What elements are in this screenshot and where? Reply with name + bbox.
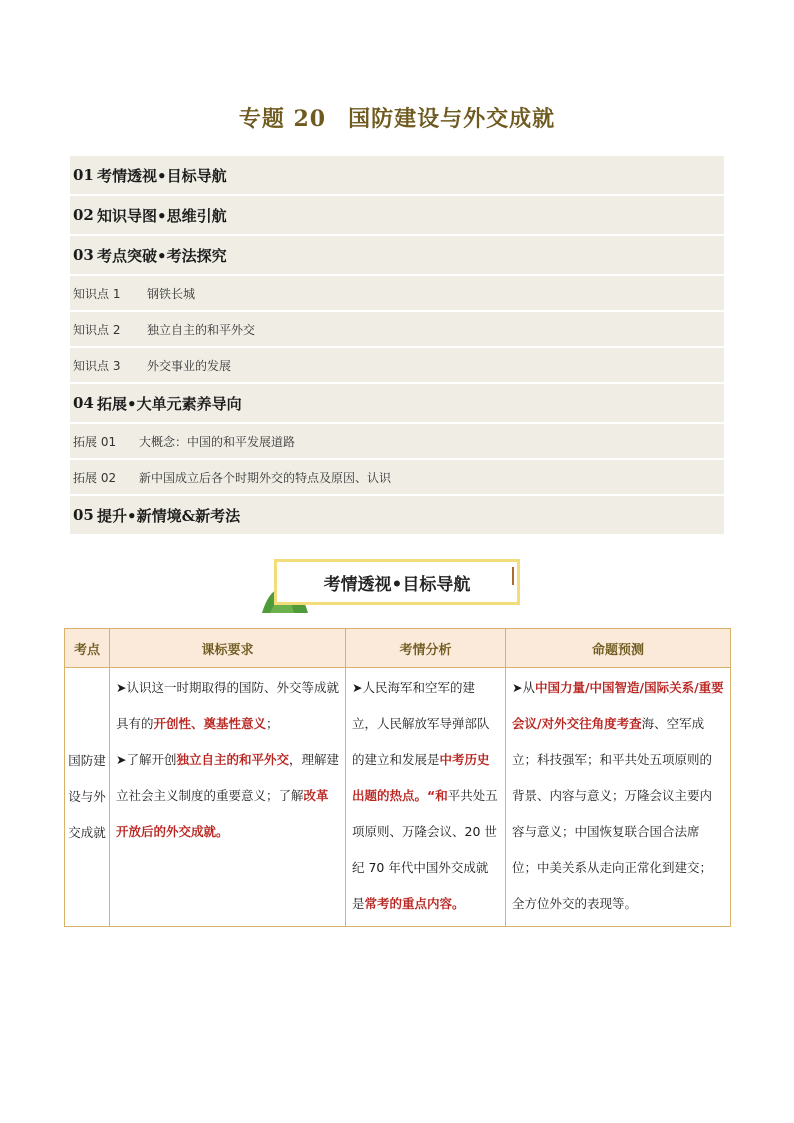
toc-item-label: 拓展•大单元素养导向 [97, 394, 242, 413]
highlight-text: “和 [427, 788, 448, 803]
highlight-text: 中考历史出题的热点。 [352, 752, 490, 803]
header-kaodian: 考点 [65, 629, 110, 668]
toc-item [70, 424, 724, 460]
toc-item-code: 知识点 3 [73, 358, 121, 373]
toc-item-label: 外交事业的发展 [147, 358, 232, 373]
badge-accent-bar [512, 567, 514, 585]
body-text: 海、空军成立；科技强军；和平共处五项原则的背景、内容与意义；万隆会议主要内容与意义；中国恢复联合国合法席位；中美关系从走向正常化到建交；全方位外交的表现等。 [512, 716, 713, 911]
highlight-text: 中国力量/中国智造/国际关系/重要会议/对外交往角度考查 [512, 680, 724, 731]
toc-item [70, 312, 724, 348]
toc-item-label: 大概念：中国的和平发展道路 [139, 434, 296, 449]
toc-item [70, 460, 724, 496]
body-text: ，理解建立社会主义制度的重要意义；了解 [116, 752, 340, 803]
highlight-text: 独立自主的和平外交 [176, 752, 289, 767]
cell-fenxi [346, 668, 506, 927]
toc-item [70, 276, 724, 312]
toc-item [70, 348, 724, 384]
badge-label: 考情透视•目标导航 [274, 559, 520, 605]
toc-item-code: 知识点 1 [73, 286, 121, 301]
toc-item [70, 496, 724, 536]
body-text: ➤认识这一时期取得的国防、外交等成就具有的 [116, 680, 339, 731]
toc-item-code: 拓展 02 [73, 470, 117, 485]
body-text: ； [266, 716, 279, 731]
toc-item-label: 提升•新情境&新考法 [97, 506, 241, 525]
header-yaoqiu: 课标要求 [110, 629, 346, 668]
toc-item-label: 考点突破•考法探究 [97, 246, 227, 265]
highlight-text: 开创性、奠基性意义 [153, 716, 267, 731]
toc-item [70, 196, 724, 236]
toc-item-label: 知识导图•思维引航 [97, 206, 227, 225]
toc-item [70, 156, 724, 196]
toc-item-label: 独立自主的和平外交 [147, 322, 256, 337]
toc-item-label: 考情透视•目标导航 [97, 166, 227, 185]
highlight-text: 改革开放后的外交成就。 [116, 788, 329, 839]
section-badge [262, 557, 524, 613]
toc-item-code: 04 [73, 394, 94, 412]
toc-item [70, 236, 724, 276]
header-yuce: 命题预测 [506, 629, 731, 668]
toc-item-code: 02 [73, 206, 94, 224]
toc-item-code: 03 [73, 246, 94, 264]
exam-analysis-table [64, 628, 731, 927]
toc-item-code: 01 [73, 166, 94, 184]
body-text: ➤了解开创 [116, 752, 177, 767]
body-text: ➤人民海军和空军的建立，人民解放军导弹部队的建立和发展是 [352, 680, 490, 767]
cell-yuce [506, 668, 731, 927]
cell-kaodian: 国防建设与外交成就 [65, 668, 110, 927]
toc-item [70, 384, 724, 424]
page-title [0, 102, 794, 133]
toc-item-label: 新中国成立后各个时期外交的特点及原因、认识 [139, 470, 392, 485]
title-text: 国防建设与外交成就 [348, 106, 556, 132]
toc-item-code: 05 [73, 506, 94, 524]
cell-yaoqiu [110, 668, 346, 927]
title-number: 专题 20 [238, 106, 327, 132]
toc-item-code: 知识点 2 [73, 322, 121, 337]
header-fenxi: 考情分析 [346, 629, 506, 668]
toc-item-code: 拓展 01 [73, 434, 117, 449]
table-row [65, 668, 731, 927]
body-text: 平共处五项原则、万隆会议、20 世纪 70 年代中国外交成就是 [352, 788, 498, 911]
table-of-contents [70, 156, 724, 536]
highlight-text: 常考的重点内容。 [364, 896, 465, 911]
body-text: ➤从 [512, 680, 535, 695]
toc-item-label: 钢铁长城 [147, 286, 196, 301]
